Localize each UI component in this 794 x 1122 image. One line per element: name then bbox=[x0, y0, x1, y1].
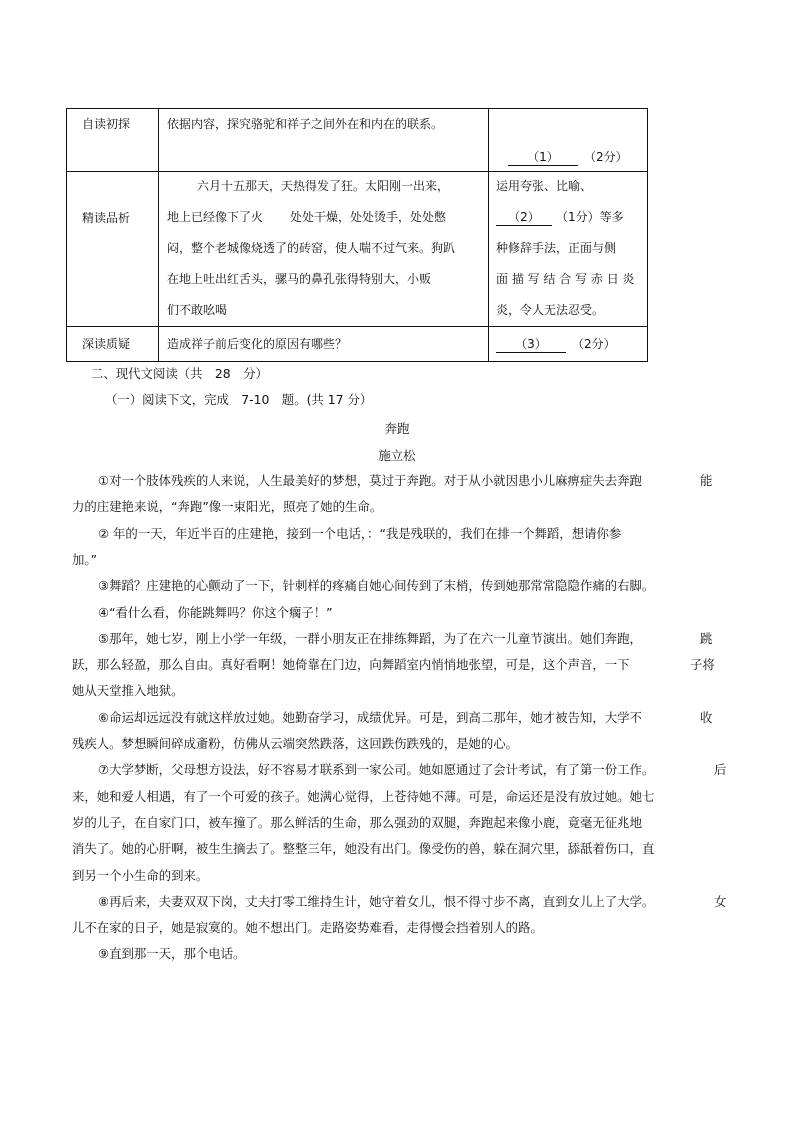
table-row-divider bbox=[66, 171, 648, 172]
article-line-tail: 收 bbox=[700, 710, 713, 725]
table-row-divider bbox=[66, 326, 648, 327]
article-line: ⑦大学梦断，父母想方设法，好不容易才联系到一家公司。她如愿通过了会计考试，有了第一份工作。 bbox=[98, 762, 655, 777]
answer-text: 种修辞手法，正面与侧 bbox=[496, 241, 617, 255]
article-line: 来，她和爱人相遇，有了一个可爱的孩子。她满心觉得，上苍待她不薄。可是，命运还是没有放过她。她七 bbox=[72, 789, 655, 804]
answer-line-1 bbox=[508, 149, 628, 166]
article-line: 到另一个小生命的到来。 bbox=[72, 868, 209, 883]
table-border bbox=[66, 361, 648, 362]
article-line: ⑧再后来，夫妻双双下岗，丈夫打零工维持生计，她守着女儿，恨不得寸步不离，直到女儿上了大学。 bbox=[98, 894, 655, 909]
article-line: ⑨直到那一天，那个电话。 bbox=[98, 946, 246, 961]
article-line: 消失了。她的心肝啊，被生生摘去了。整整三年，她没有出门。像受伤的兽，躲在洞穴里，舔舐着伤口，直 bbox=[72, 841, 655, 856]
article-line-tail: 女 bbox=[714, 894, 727, 909]
answer-blank[interactable]: （3） bbox=[496, 336, 566, 353]
table-cell-content: 依据内容，探究骆驼和祥子之间外在和内在的联系。 bbox=[167, 117, 444, 131]
table-column-divider bbox=[158, 108, 159, 362]
article-line: ③舞蹈？庄建艳的心颤动了一下，针刺样的疼痛自她心间传到了末梢，传到她那常常隐隐作痛的右脚。 bbox=[98, 578, 655, 593]
table-cell-content: 六月十五那天，天热得发了狂。太阳刚一出来， bbox=[197, 179, 450, 193]
table-stage-label: 精读品析 bbox=[82, 211, 131, 225]
article-line-tail: 跳 bbox=[700, 631, 713, 646]
answer-line-2 bbox=[496, 209, 624, 226]
answer-text: 炎，令人无法忍受。 bbox=[496, 303, 605, 317]
article-line: 她从天堂推入地狱。 bbox=[72, 683, 184, 698]
article-line: ⑤那年，她七岁，刚上小学一年级，一群小朋友正在排练舞蹈，为了在六一儿童节演出。她们奔跑， bbox=[98, 631, 642, 646]
table-cell-content: 地上已经像下了火 bbox=[167, 210, 264, 224]
article-line: 儿不在家的日子，她是寂寞的。她不想出门。走路姿势难看，走得慢会挡着别人的路。 bbox=[72, 920, 543, 935]
article-line: ④“看什么看，你能跳舞吗？你这个瘸子！” bbox=[98, 605, 333, 620]
answer-blank[interactable]: （1） bbox=[508, 149, 578, 166]
table-border bbox=[66, 108, 648, 109]
article-line: 岁的儿子，在自家门口，被车撞了。那么鲜活的生命，那么强劲的双腿，奔跑起来像小鹿，竟毫无征兆地 bbox=[72, 815, 642, 830]
section-heading: 二、现代文阅读（共 28 分） bbox=[91, 366, 268, 381]
article-author: 施立松 bbox=[378, 448, 416, 463]
article-line: ①对一个肢体残疾的人来说，人生最美好的梦想，莫过于奔跑。对于从小就因患小儿麻痹症失去奔跑 bbox=[98, 473, 642, 488]
answer-line-3 bbox=[496, 336, 616, 353]
table-cell-content: 们不敢吆喝 bbox=[167, 303, 228, 317]
article-line-tail: 能 bbox=[700, 473, 713, 488]
answer-score: （2分） bbox=[572, 337, 616, 351]
article-line-tail: 子将 bbox=[690, 657, 715, 672]
article-line: 残疾人。梦想瞬间碎成齑粉，仿佛从云端突然跌落，这回跌伤跌残的，是她的心。 bbox=[72, 736, 519, 751]
answer-score: （2分） bbox=[584, 150, 628, 164]
answer-text: 面 描 写 结 合 写 赤 日 炎 bbox=[496, 272, 635, 286]
article-line: 力的庄建艳来说，“奔跑”像一束阳光，照亮了她的生命。 bbox=[72, 499, 383, 514]
table-column-divider bbox=[488, 108, 489, 362]
table-stage-label: 自读初探 bbox=[82, 117, 131, 131]
article-line: ② 年的一天，年近半百的庄建艳，接到一个电话，：“我是残联的，我们在排一个舞蹈，想请你参 bbox=[98, 526, 622, 541]
reading-table bbox=[66, 108, 648, 362]
article-line: 跃，那么轻盈，那么自由。真好看啊！她倚靠在门边，向舞蹈室内悄悄地张望，可是，这个声音，一下 bbox=[72, 657, 630, 672]
article-title: 奔跑 bbox=[384, 421, 410, 436]
table-border bbox=[647, 108, 648, 362]
article-line-tail: 后 bbox=[714, 762, 727, 777]
article-line: 加。” bbox=[72, 552, 98, 567]
answer-score: （1分）等多 bbox=[556, 210, 624, 224]
table-stage-label: 深读质疑 bbox=[82, 337, 131, 351]
answer-text: 运用夸张、比喻、 bbox=[496, 179, 593, 193]
table-cell-content: 造成祥子前后变化的原因有哪些？ bbox=[167, 337, 348, 351]
table-border bbox=[66, 108, 67, 362]
table-cell-content: 处处干燥，处处烫手，处处憋 bbox=[290, 210, 447, 224]
table-cell-content: 在地上吐出红舌头，骡马的鼻孔张得特别大，小贩 bbox=[167, 272, 432, 286]
subsection-heading: （一）阅读下文，完成 7-10 题。(共 17 分） bbox=[105, 392, 373, 407]
answer-blank[interactable]: （2） bbox=[496, 209, 552, 226]
article-line: ⑥命运却远远没有就这样放过她。她勤奋学习，成绩优异。可是，到高二那年，她才被告知，大学不 bbox=[98, 710, 642, 725]
table-cell-content: 闷，整个老城像烧透了的砖窑，使人喘不过气来。狗趴 bbox=[167, 241, 456, 255]
